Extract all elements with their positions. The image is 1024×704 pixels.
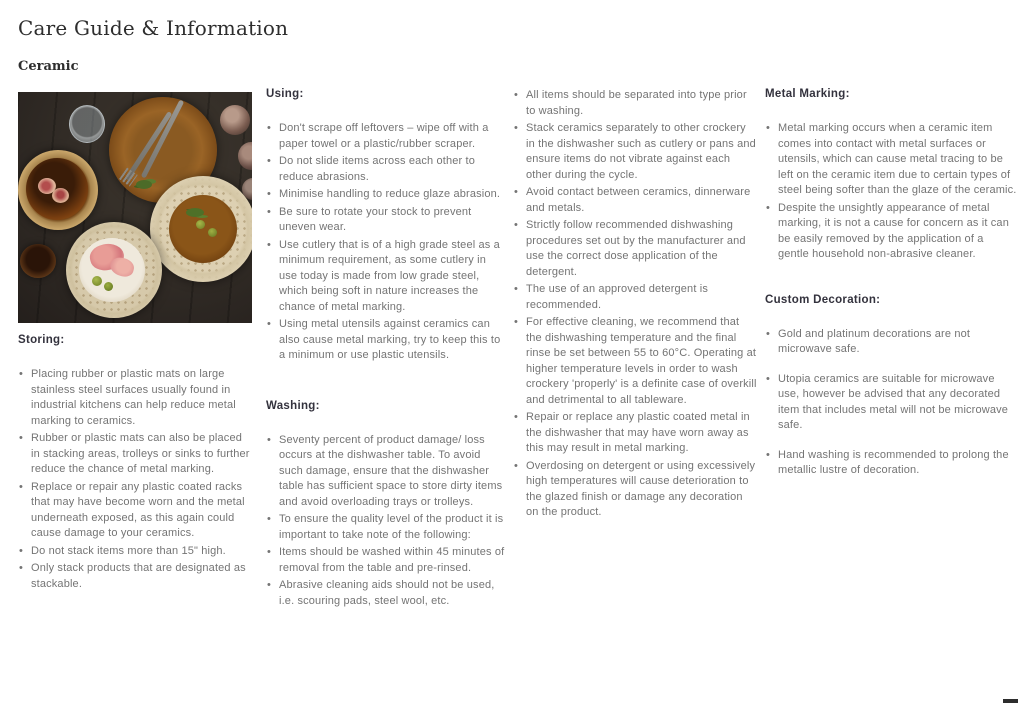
bullet-item: • Utopia ceramics are suitable for microwave use, however be advised that any decorated item that includes metal will not be microwave safe.	[765, 372, 1017, 434]
bullet-item: • Strictly follow recommended dishwashing procedures set out by the manufacturer and use the correct dose application of the detergent.	[513, 218, 757, 280]
bullet-item: • Avoid contact between ceramics, dinnerware and metals.	[513, 185, 757, 216]
bullet-item: • Replace or repair any plastic coated racks that may have become worn and the metal underneath exposed, as this again could cause damage to your ceramics.	[18, 480, 254, 542]
custom-decoration-list	[765, 327, 1017, 479]
tableware-photo	[18, 92, 252, 323]
metal-marking-column	[765, 88, 1017, 493]
metal-marking-list	[765, 121, 1017, 263]
bullet-item: • Despite the unsightly appearance of metal marking, it is not a cause for concern as it can be easily removed by the application of a gentle household non-abrasive cleaner.	[765, 201, 1017, 263]
using-heading: Using:	[266, 88, 304, 100]
bullet-item: • To ensure the quality level of the product it is important to take note of the following:	[266, 512, 507, 543]
washing-continued-column	[513, 88, 757, 523]
herb-garnish	[186, 208, 204, 217]
bullet-item: • Abrasive cleaning aids should not be used, i.e. scouring pads, steel wool, etc.	[266, 578, 507, 609]
bullet-item: • Hand washing is recommended to prolong the metallic lustre of decoration.	[765, 448, 1017, 479]
bullet-item: • The use of an approved detergent is recommended.	[513, 282, 757, 313]
bullet-item: • Placing rubber or plastic mats on large stainless steel surfaces usually found in industrial kitchens can help reduce metal marking to ceramics.	[18, 367, 254, 429]
page-subtitle: Ceramic	[18, 59, 79, 74]
using-washing-column	[266, 88, 507, 611]
bullet-item: • Overdosing on detergent or using excessively high temperatures will cause deterioration to the glazed finish or damage any decoration on the product.	[513, 459, 757, 521]
bullet-item: • Metal marking occurs when a ceramic item comes into contact with metal surfaces or utensils, which can cause metal tracing to be left on the ceramic item due to certain types of steel being softer than the glaze of the ceramic.	[765, 121, 1017, 199]
bullet-item: • Use cutlery that is of a high grade steel as a minimum requirement, as some cutlery in use today is made from low grade steel, which being soft in nature increases the chance of metal marking.	[266, 238, 507, 316]
metal-marking-heading: Metal Marking:	[765, 88, 850, 100]
bullet-item: • Do not stack items more than 15" high.	[18, 544, 254, 560]
bullet-item: • Stack ceramics separately to other crockery in the dishwasher such as cutlery or pans and ensure items do not vibrate against each other during the cycle.	[513, 121, 757, 183]
bullet-item: • Minimise handling to reduce glaze abrasion.	[266, 187, 507, 203]
bullet-item: • Seventy percent of product damage/ loss occurs at the dishwasher table. To avoid such damage, ensure that the dishwasher table has sufficient space to store dirty items and avoid overloading trays or trolleys.	[266, 433, 507, 511]
bullet-item: • Be sure to rotate your stock to prevent uneven wear.	[266, 205, 507, 236]
storing-section	[18, 334, 254, 594]
espresso-cup	[20, 244, 56, 278]
olive	[196, 220, 205, 229]
soup-bowl	[169, 195, 237, 263]
drinking-glass	[69, 105, 105, 143]
bullet-item: • Items should be washed within 45 minutes of removal from the table and pre-rinsed.	[266, 545, 507, 576]
page-title: Care Guide & Information	[18, 16, 289, 40]
bullet-item: • Don't scrape off leftovers – wipe off with a paper towel or a plastic/rubber scraper.	[266, 121, 507, 152]
using-list	[266, 121, 507, 364]
storing-heading: Storing:	[18, 334, 65, 346]
herb-garnish	[136, 180, 152, 189]
storing-list	[18, 367, 254, 592]
custom-decoration-heading: Custom Decoration:	[765, 293, 881, 306]
page-corner-mark	[1003, 699, 1018, 703]
washing-list	[266, 433, 507, 610]
olive	[104, 282, 113, 291]
metal-shaker	[238, 142, 252, 170]
bullet-item: • Gold and platinum decorations are not microwave safe.	[765, 327, 1017, 358]
washing-continued-list	[513, 88, 757, 521]
bullet-item: • Do not slide items across each other to reduce abrasions.	[266, 154, 507, 185]
fig-half	[52, 188, 69, 203]
bullet-item: • Only stack products that are designated as stackable.	[18, 561, 254, 592]
olive	[208, 228, 217, 237]
washing-heading: Washing:	[266, 399, 320, 412]
bullet-item: • Using metal utensils against ceramics can also cause metal marking, try to keep this to a minimum or use plastic utensils.	[266, 317, 507, 364]
bullet-item: • Rubber or plastic mats can also be placed in stacking areas, trolleys or sinks to further reduce the chance of metal marking.	[18, 431, 254, 478]
bullet-item: • Repair or replace any plastic coated metal in the dishwasher that may have worn away as this may result in metal marking.	[513, 410, 757, 457]
bullet-item: • All items should be separated into type prior to washing.	[513, 88, 757, 119]
bullet-item: • For effective cleaning, we recommend that the dishwashing temperature and the final rinse be set between 55 to 60°C. Operating at higher temperature levels in order to wash crockery 'properly' is a definite case of overkill and detrimental to all tableware.	[513, 315, 757, 408]
metal-shaker	[220, 105, 250, 135]
olive	[92, 276, 102, 286]
